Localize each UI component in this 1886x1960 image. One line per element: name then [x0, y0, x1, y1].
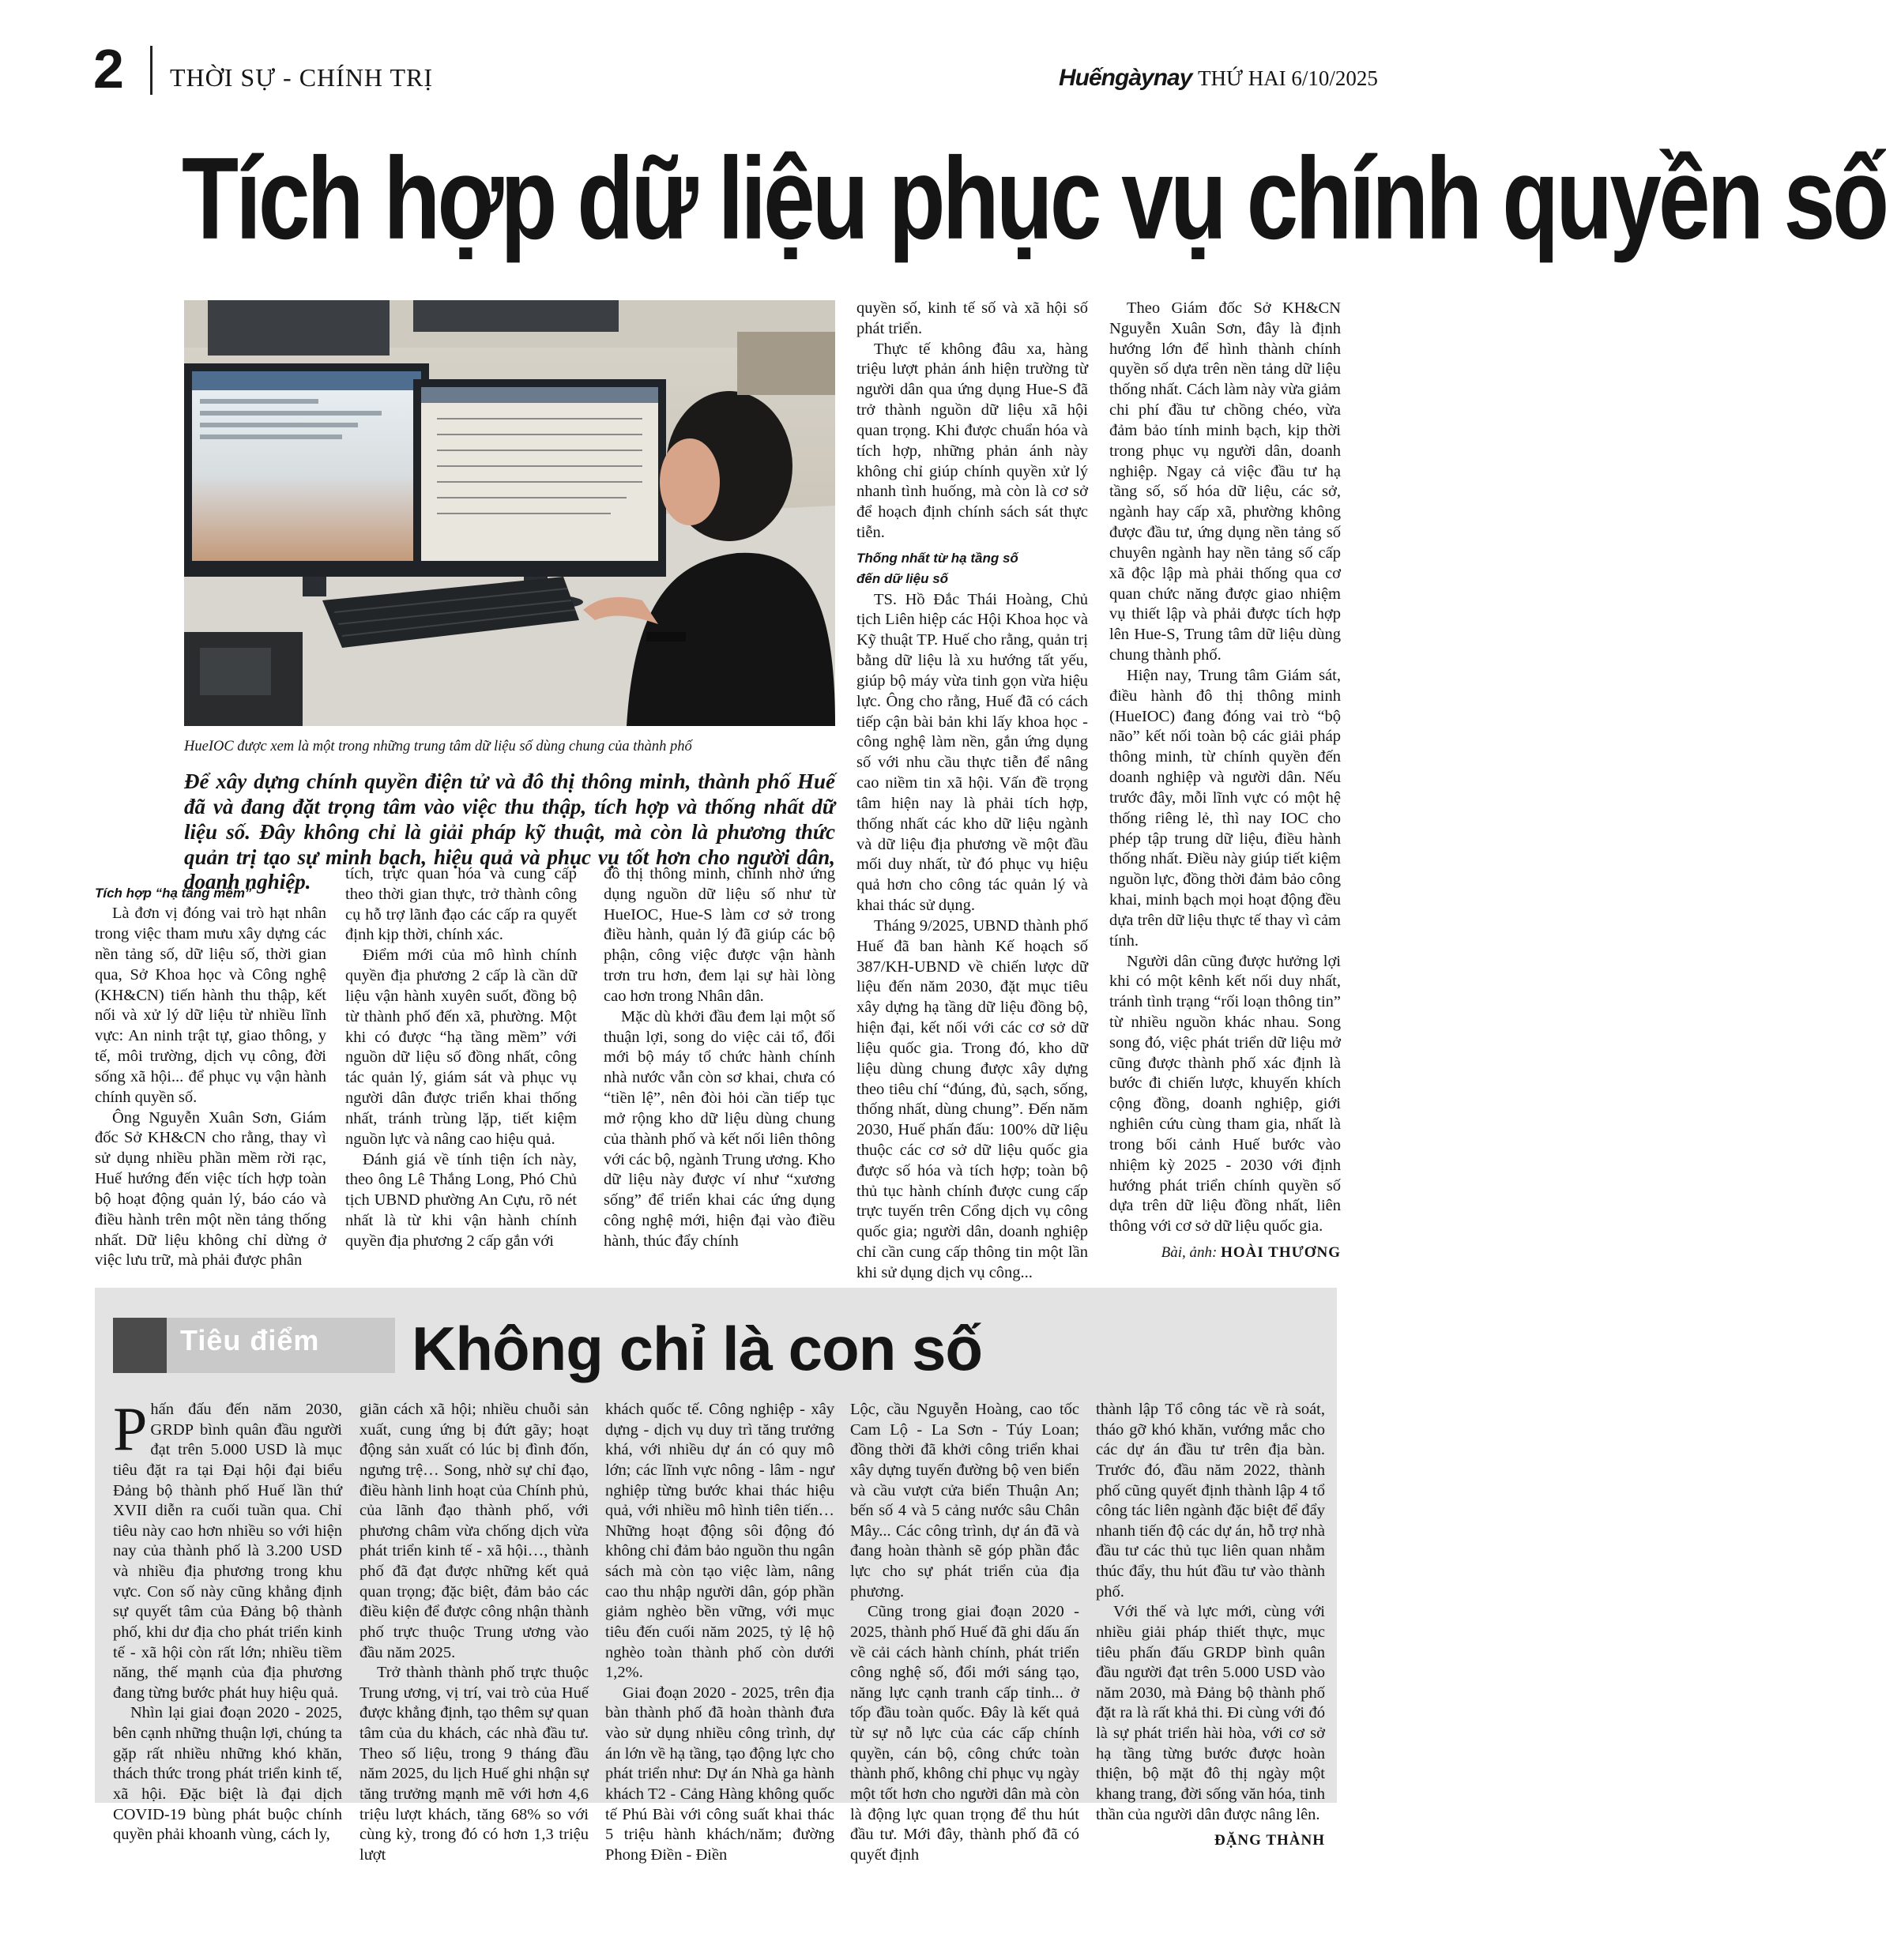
paragraph: Với thế và lực mới, cùng với nhiều giải pháp thiết thực, mục tiêu phấn đấu GRDP bình quân đầu người đạt trên 5.000 USD vào năm 2030, mà Đảng bộ thành phố đặt ra là rất khả thi. Đi cùng với đó là sự phát triển hài hòa, với cơ sở hạ tầng từng bước được hoàn thiện, bộ mặt đô thị ngày một khang trang, đời sống văn hóa, tinh thần của người dân được nâng lên. — [1096, 1603, 1325, 1823]
paragraph: Người dân cũng được hưởng lợi khi có một kênh kết nối duy nhất, tránh tình trạng “rối loạn thông tin” từ nhiều nguồn khác nhau. Song song đó, việc phát triển dữ liệu mở cũng được thành phố xác định là bước đi chiến lược, khuyến khích cộng đồng, doanh nghiệp, giới nghiên cứu cùng tham gia, nhất là trong bối cảnh Huế bước vào nhiệm kỳ 2025 - 2030 với định hướng phát triển chính quyền số dựa trên dữ liệu đồng nhất, liên thông với cơ sở dữ liệu quốc gia. — [1109, 952, 1341, 1236]
paragraph-text: hấn đấu đến năm 2030, GRDP bình quân đầu người đạt trên 5.000 USD là mục tiêu đặt ra tại Đại hội đại biểu Đảng bộ thành phố Huế lần thứ XVII diễn ra cuối tuần qua. Chỉ tiêu này cao hơn nhiều so với hiện nay của thành phố là 3.200 USD và nhiều địa phương trong khu vực. Con số này cũng khẳng định sự quyết tâm của Đảng bộ thành phố, khi dư địa cho phát triển kinh tế - xã hội còn rất lớn; nhiều tiềm năng, thế mạnh của địa phương đang từng bước phát huy hiệu quả. — [113, 1401, 342, 1702]
paragraph: Đánh giá về tính tiện ích này, theo ông Lê Thắng Long, Phó Chủ tịch UBND phường An Cựu, rõ nét nhất là từ khi vận hành chính quyền địa phương 2 cấp gắn với — [345, 1150, 577, 1250]
focus-title: Không chỉ là con số — [412, 1314, 983, 1383]
focus-tag-label: Tiêu điểm — [180, 1324, 320, 1356]
paragraph: Tháng 9/2025, UBND thành phố Huế đã ban hành Kế hoạch số 387/KH-UBND về chiến lược dữ liệu đến năm 2030, đặt mục tiêu xây dựng hạ tầng dữ liệu đồng bộ, hiện đại, kết nối với các cơ sở dữ liệu quốc gia. Trong đó, kho dữ liệu dùng chung được xây dựng theo tiêu chí “đúng, đủ, sạch, sống, thống nhất, dùng chung”. Đến năm 2030, Huế phấn đấu: 100% dữ liệu thuộc các cơ sở dữ liệu quốc gia được số hóa và tích hợp; toàn bộ thủ tục hành chính được cung cấp trực tuyến trên Cổng dịch vụ công quốc gia; người dân, doanh nghiệp chỉ cần cung cấp thông tin một lần khi sử dụng dịch vụ công... — [856, 916, 1088, 1281]
focus-column-2 — [360, 1400, 589, 1865]
paragraph: đô thị thông minh, chính nhờ ứng dụng nguồn dữ liệu số như từ HueIOC, Hue-S làm cơ sở trong điều hành, quản lý đã giúp các bộ phận, công việc được vận hành trơn tru hơn, đem lại sự hài lòng cao hơn trong Nhân dân. — [604, 865, 835, 1005]
paragraph: khách quốc tế. Công nghiệp - xây dựng - dịch vụ duy trì tăng trưởng khá, với nhiều dự án có quy mô lớn; các lĩnh vực nông - lâm - ngư nghiệp từng bước khai thác hiệu quả, với nhiều mô hình tiên tiến… Những hoạt động sôi động đó không chỉ đảm bảo nguồn thu ngân sách mà còn tạo việc làm, nâng cao thu nhập người dân, góp phần giảm nghèo bền vững, với mục tiêu đến cuối năm 2025, tỷ lệ hộ nghèo toàn thành phố còn dưới 1,2%. — [605, 1401, 834, 1682]
article-headline: Tích hợp dữ liệu phục vụ chính quyền số — [182, 134, 1886, 265]
article-column-4 — [856, 299, 1088, 1284]
article-column-3 — [604, 864, 835, 1252]
paragraph: Trở thành thành phố trực thuộc Trung ương, vị trí, vai trò của Huế được khẳng định, tạo thêm sự quan tâm của du khách, các nhà đầu tư. Theo số liệu, trong 9 tháng đầu năm 2025, du lịch Huế ghi nhận sự tăng trưởng mạnh mẽ với hơn 4,6 triệu lượt khách, tăng 68% so với cùng kỳ, trong đó có hơn 1,3 triệu lượt — [360, 1664, 589, 1864]
paragraph — [113, 1394, 342, 1703]
article-byline — [1109, 1243, 1341, 1262]
issue-date: THỨ HAI 6/10/2025 — [1198, 66, 1378, 90]
focus-column-3 — [605, 1400, 834, 1865]
header-divider — [150, 46, 152, 95]
article-photo — [184, 300, 835, 726]
paragraph: tích, trực quan hóa và cung cấp theo thời gian thực, trở thành công cụ hỗ trợ lãnh đạo các cấp ra quyết định kịp thời, chính xác. — [345, 865, 577, 944]
paragraph: giãn cách xã hội; nhiều chuỗi sản xuất, cung ứng bị đứt gãy; hoạt động sản xuất có lúc bị đình đốn, ngưng trệ… Song, nhờ sự chỉ đạo, điều hành linh hoạt của Chính phủ, của lãnh đạo thành phố, với phương châm vừa chống dịch vừa phát triển kinh tế - xã hội…, thành phố đã đạt được những kết quả quan trọng; đặc biệt, đảm bảo các điều kiện để được công nhận thành phố trực thuộc Trung ương vào đầu năm 2025. — [360, 1401, 589, 1661]
office-photo-illustration — [184, 300, 835, 726]
byline-prefix: Bài, ảnh: — [1161, 1244, 1218, 1262]
paragraph: thành lập Tổ công tác về rà soát, tháo gỡ khó khăn, vướng mắc cho các dự án đầu tư trên địa bàn. Trước đó, đầu năm 2022, thành phố cũng quyết định thành lập 4 tổ công tác liên ngành đặc biệt để đẩy nhanh tiến độ các dự án, hỗ trợ nhà đầu tư các thủ tục liên quan nhằm thúc đẩy, thu hút đầu tư vào thành phố. — [1096, 1401, 1325, 1601]
subhead-unified-data — [856, 548, 1088, 590]
page-number: 2 — [93, 38, 124, 100]
article-column-5 — [1109, 299, 1341, 1262]
focus-column-4 — [850, 1400, 1079, 1865]
drop-cap: P — [113, 1394, 148, 1463]
article-column-2 — [345, 864, 577, 1252]
focus-byline — [1096, 1831, 1325, 1850]
article-column-1 — [95, 883, 326, 1271]
subhead-line-2: đến dữ liệu số — [856, 571, 949, 587]
paragraph: Thực tế không đâu xa, hàng triệu lượt phản ánh hiện trường từ người dân qua ứng dụng Hue-S đã trở thành nguồn dữ liệu xã hội quan trọng. Khi được chuẩn hóa và tích hợp, những phản ánh này không chỉ giúp chính quyền xử lý nhanh tình huống, mà còn là cơ sở để hoạch định chính sách sát thực tiễn. — [856, 340, 1088, 542]
article-lead: Để xây dựng chính quyền điện tử và đô thị thông minh, thành phố Huế đã và đang đặt trọng tâm vào việc thu thập, tích hợp và thống nhất dữ liệu số. Đây không chỉ là giải pháp kỹ thuật, mà còn là phương thức quản trị tạo sự minh bạch, hiệu quả và phục vụ tốt hơn cho người dân, doanh nghiệp. — [184, 769, 835, 894]
paragraph: Nhìn lại giai đoạn 2020 - 2025, bên cạnh những thuận lợi, chúng ta gặp rất nhiều những khó khăn, thách thức trong phát triển kinh tế, xã hội. Đặc biệt là đại dịch COVID-19 bùng phát buộc chính quyền phải khoanh vùng, cách ly, — [113, 1704, 342, 1844]
paragraph: Cũng trong giai đoạn 2020 - 2025, thành phố Huế đã ghi dấu ấn về cải cách hành chính, phát triển công nghệ số, đổi mới sáng tạo, năng lực cạnh tranh cấp tỉnh... ở tốp đầu toàn quốc. Đây là kết quả từ sự nỗ lực của các cấp chính quyền, cán bộ, công chức toàn thành phố, không chỉ phục vụ ngày một tốt hơn cho người dân mà còn là động lực quan trọng để thu hút đầu tư. Mới đây, thành phố đã có quyết định — [850, 1603, 1079, 1864]
subhead-line-1: Thống nhất từ hạ tầng số — [856, 550, 1018, 566]
paragraph: Hiện nay, Trung tâm Giám sát, điều hành đô thị thông minh (HueIOC) đang đóng vai trò “bộ não” kết nối toàn bộ các giải pháp thông minh, từ chính quyền đến doanh nghiệp và người dân. Nếu trước đây, mỗi lĩnh vực có một hệ thống riêng lẻ, thì nay IOC cho phép tập trung dữ liệu, điều hành thống nhất. Điều này giúp tiết kiệm nguồn lực, đồng thời đảm bảo công khai, minh bạch mọi hoạt động đều dựa trên dữ liệu thực tế thay vì cảm tính. — [1109, 666, 1341, 950]
paragraph: Giai đoạn 2020 - 2025, trên địa bàn thành phố đã hoàn thành đưa vào sử dụng nhiều công trình, dự án lớn về hạ tầng, tạo động lực cho phát triển như: Dự án Nhà ga hành khách T2 - Cảng Hàng không quốc tế Phú Bài với công suất khai thác 5 triệu hành khách/năm; đường Phong Điền - Điền — [605, 1683, 834, 1864]
paragraph: Điểm mới của mô hình chính quyền địa phương 2 cấp là cần dữ liệu vận hành xuyên suốt, đồng bộ từ thành phố đến xã, phường. Một khi có được “hạ tầng mềm” với nguồn dữ liệu số đồng nhất, công tác quản lý, giám sát và phục vụ người dân được triển khai thống nhất, tránh trùng lặp, tiết kiệm nguồn lực và nâng cao hiệu quả. — [345, 946, 577, 1148]
subhead-soft-infrastructure: Tích hợp “hạ tầng mềm” — [95, 886, 252, 901]
focus-column-1 — [113, 1394, 342, 1845]
photo-caption: HueIOC được xem là một trong những trung tâm dữ liệu số dùng chung của thành phố — [184, 739, 692, 754]
paragraph: Ông Nguyễn Xuân Sơn, Giám đốc Sở KH&CN cho rằng, thay vì sử dụng nhiều phần mềm rời rạc, Huế hướng đến việc tích hợp toàn bộ hoạt động quản lý, báo cáo và điều hành trên một nền tảng thống nhất. Dữ liệu không chỉ dừng ở việc lưu trữ, mà phải được phân — [95, 1108, 326, 1270]
focus-author: ĐẶNG THÀNH — [1214, 1832, 1325, 1849]
paragraph: quyền số, kinh tế số và xã hội số phát triển. — [856, 299, 1088, 337]
focus-tag-accent — [113, 1318, 167, 1373]
paragraph: Lộc, cầu Nguyễn Hoàng, cao tốc Cam Lộ - La Sơn - Túy Loan; đồng thời đã khởi công triển khai xây dựng tuyến đường bộ ven biển và cầu vượt cửa biển Thuận An; bến số 4 và 5 cảng nước sâu Chân Mây... Các công trình, dự án đã và đang hoàn thành sẽ góp phần đắc lực cho sự phát triển của địa phương. — [850, 1401, 1079, 1601]
focus-column-5 — [1096, 1400, 1325, 1850]
paragraph: Mặc dù khởi đầu đem lại một số thuận lợi, song do việc cải tổ, đổi mới bộ máy tổ chức hành chính nhà nước vẫn còn sơ khai, chưa có “tiền lệ”, nên đòi hỏi cần tiếp tục mở rộng kho dữ liệu dùng chung của thành phố và kết nối liên thông với các bộ, ngành Trung ương. Kho dữ liệu này được ví như “xương sống” để triển khai các ứng dụng công nghệ mới, hiện đại vào điều hành, thúc đẩy chính — [604, 1007, 835, 1250]
section-name: THỜI SỰ - CHÍNH TRỊ — [170, 63, 433, 92]
paragraph: TS. Hồ Đắc Thái Hoàng, Chủ tịch Liên hiệp các Hội Khoa học và Kỹ thuật TP. Huế cho rằng, quản trị bằng dữ liệu là xu hướng tất yếu, giúp bộ máy vừa tinh gọn vừa hiệu lực. Ông cho rằng, Huế đã có cách tiếp cận bài bản khi lấy khoa học - công nghệ làm nền, gắn ứng dụng số với nhu cầu thực tiễn để nâng cao niềm tin xã hội. Vấn đề trọng tâm hiện nay là phải tích hợp, thống nhất các kho dữ liệu ngành và dữ liệu địa phương về một đầu mối duy nhất, từ đó phục vụ hiệu quả hơn cho công tác quản lý và khai thác sử dụng. — [856, 590, 1088, 915]
newspaper-name: Huếngàynay — [1059, 65, 1192, 91]
paragraph: Là đơn vị đóng vai trò hạt nhân trong việc tham mưu xây dựng các nền tảng số, dữ liệu số, thời gian qua, Sở Khoa học và Công nghệ (KH&CN) tiến hành thu thập, kết nối và xử lý dữ liệu từ nhiều lĩnh vực: An ninh trật tự, giao thông, y tế, môi trường, dịch vụ công, đời sống xã hội... để phục vụ vận hành chính quyền số. — [95, 905, 326, 1106]
paragraph: Theo Giám đốc Sở KH&CN Nguyễn Xuân Sơn, đây là định hướng lớn để hình thành chính quyền số dựa trên nền tảng dữ liệu thống nhất. Cách làm này vừa giảm chi phí đầu tư chồng chéo, vừa đảm bảo tính minh bạch, kịp thời trong phục vụ người dân, doanh nghiệp. Ngay cả việc đầu tư hạ tầng số, số hóa dữ liệu, các sở, ngành hay cấp xã, phường không được đầu tư, ứng dụng nền tảng số chuyên ngành hay nền tảng số cấp xã độc lập mà phải thống qua cơ quan chức năng được giao nhiệm vụ thiết lập và phải được tích hợp lên Hue-S, Trung tâm dữ liệu dùng chung thành phố. — [1109, 299, 1341, 664]
byline-author: HOÀI THƯƠNG — [1221, 1244, 1341, 1262]
